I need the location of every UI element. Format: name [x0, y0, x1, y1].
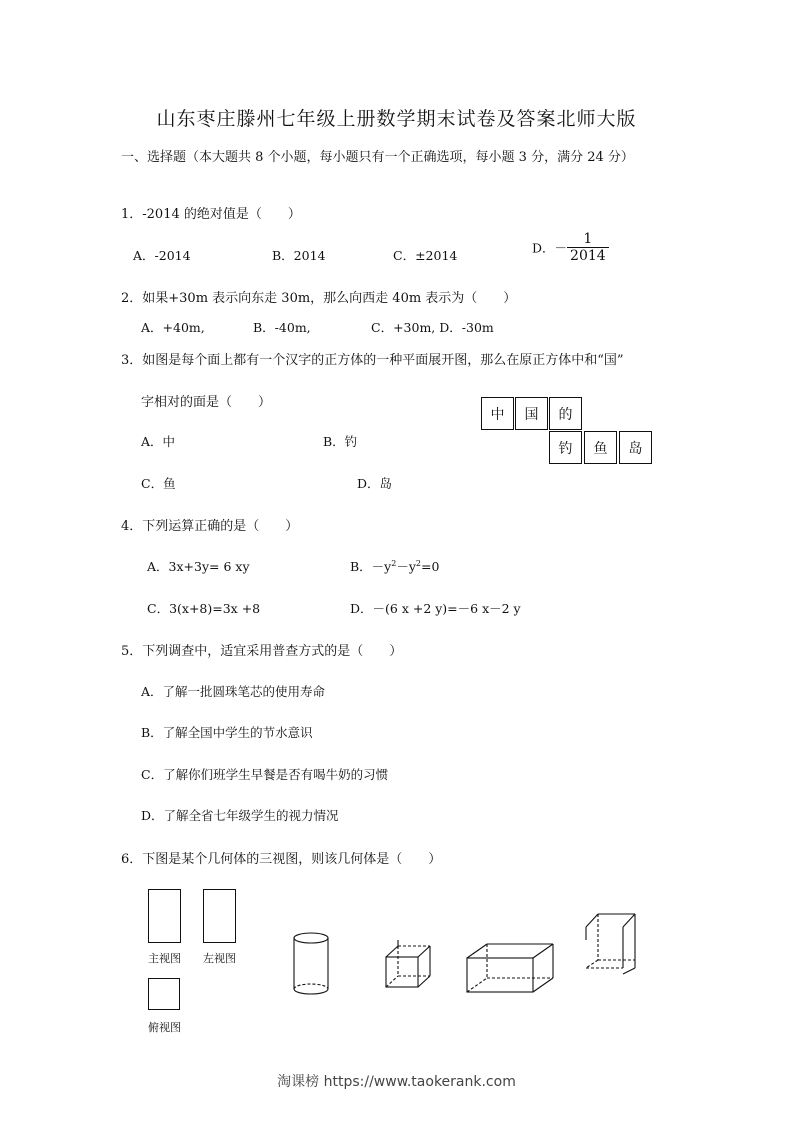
q1-option-a: A．-2014 — [133, 248, 191, 263]
q3-option-d: D．岛 — [357, 476, 393, 491]
top-view-label: 俯视图 — [148, 1021, 181, 1034]
q4-option-a: A．3x+3y= 6 xy — [147, 559, 250, 574]
section-heading: 一、选择题（本大题共 8 个小题，每小题只有一个正确选项，每小题 3 分，满分 24 分） — [121, 150, 634, 165]
q4-b-part2: －y — [396, 559, 416, 574]
q2-option-a: A．+40m, — [141, 320, 205, 335]
q4-b-exp1: 2 — [391, 558, 397, 568]
top-view-rect — [148, 978, 180, 1010]
q1-stem: 1．-2014 的绝对值是（ ） — [121, 207, 301, 222]
rectangular-prism-shape — [467, 944, 553, 992]
q1-fraction-denominator: 2014 — [570, 248, 606, 265]
net-face-yu: 鱼 — [584, 431, 617, 464]
q3-stem-line1: 3．如图是每个面上都有一个汉字的正方体的一种平面展开图，那么在原正方体中和“国” — [121, 353, 624, 368]
q4-b-part3: =0 — [421, 559, 440, 574]
q4-option-c: C．3(x+8)=3x +8 — [147, 601, 261, 616]
q1-option-b: B．2014 — [272, 248, 326, 263]
q5-option-d: D．了解全省七年级学生的视力情况 — [141, 808, 339, 823]
net-face-zhong: 中 — [481, 397, 514, 430]
q4-stem: 4．下列运算正确的是（ ） — [121, 519, 299, 534]
q3-option-c: C．鱼 — [141, 476, 176, 491]
q5-option-a: A．了解一批圆珠笔芯的使用寿命 — [141, 684, 326, 699]
net-face-de: 的 — [549, 397, 582, 430]
q4-b-exp2: 2 — [415, 558, 421, 568]
front-view-rect — [148, 889, 181, 943]
q1-fraction — [567, 231, 609, 264]
q1-option-c: C．±2014 — [393, 248, 458, 263]
q6-stem: 6．下图是某个几何体的三视图，则该几何体是（ ） — [121, 852, 442, 867]
net-face-diao: 钓 — [549, 431, 582, 464]
q3-option-b: B．钓 — [323, 434, 358, 449]
net-face-guo: 国 — [515, 397, 548, 430]
small-cube-shape — [386, 940, 430, 987]
page-title: 山东枣庄滕州七年级上册数学期末试卷及答案北师大版 — [156, 108, 637, 130]
q5-option-b: B．了解全国中学生的节水意识 — [141, 725, 313, 740]
q4-b-part1: B．－y — [350, 559, 392, 574]
net-face-dao: 岛 — [619, 431, 652, 464]
q1-option-d — [532, 231, 609, 264]
left-view-rect — [203, 889, 236, 943]
q3-option-a: A．中 — [141, 434, 176, 449]
q1-option-d-prefix: D．－ — [532, 240, 568, 256]
q5-option-c: C．了解你们班学生早餐是否有喝牛奶的习惯 — [141, 767, 389, 782]
q5-stem: 5．下列调查中，适宜采用普查方式的是（ ） — [121, 644, 403, 659]
q3-stem-line2: 字相对的面是（ ） — [141, 395, 272, 410]
cylinder-shape — [294, 933, 328, 994]
solid-options-figure — [280, 900, 660, 1010]
q2-stem: 2．如果+30m 表示向东走 30m，那么向西走 40m 表示为（ ） — [121, 291, 517, 306]
tall-prism-shape — [586, 914, 635, 974]
front-view-label: 主视图 — [148, 952, 181, 965]
footer-watermark: 淘课榜 https://www.taokerank.com — [277, 1074, 516, 1090]
q2-option-cd: C．+30m, D．-30m — [371, 320, 494, 335]
q4-option-b — [350, 557, 439, 575]
q1-fraction-numerator: 1 — [567, 231, 609, 248]
q2-option-b: B．-40m, — [253, 320, 311, 335]
q4-option-d: D．－(6 x +2 y)=－6 x－2 y — [350, 601, 521, 616]
left-view-label: 左视图 — [203, 952, 236, 965]
